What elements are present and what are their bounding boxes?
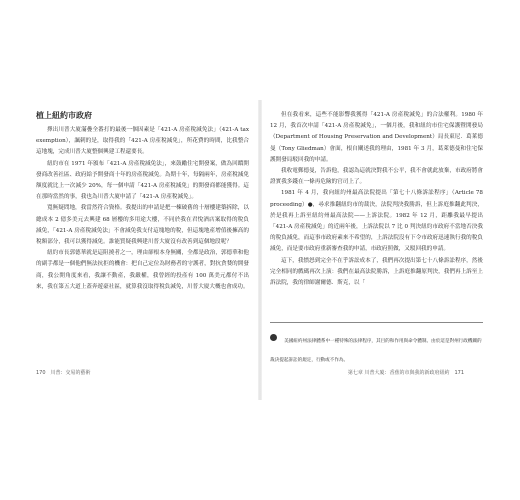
right-paragraph-1: 但在我看來，這些不能影響我獲得「421-A 房產稅減免」的合法權利。1980 年 12 月，我首次申請「421-A 房產稅減免」，一個月後，我和紐約市住宅保護暨開發局（Department of Housing Preservation and Development）局長東尼．葛萊德曼（Tony Gliedman）會面，根自闡述我的理由，1981 年 3 月，葛萊德曼和住宅保護開發局駁回我的申請。 [270,112,483,163]
left-paragraph-3: 寬無疑問地，我當然符合資格。我提出的申請是把一棟破舊的十層樓建築拆除，以總成本 2 億多美元去興建 68 層樓的多用途大樓，不同於我在君悅酒店案取得的稅負減免，「421-A 房產稅減免法」不會減免我支付這塊地的稅，但這塊地產增值後擁高的稅額部分，我可以獲得減免。誰能質疑我興建川普大廈沒有改善到這個地段呢？ [36,205,249,246]
left-page-footer: 170 川普：交易的藝術 [36,370,91,376]
section-heading: 植上紐約市政府 [36,110,92,120]
left-paragraph-2: 紐約市在 1971 年頒布「421-A 房產稅減免法」，來鼓勵住宅開發案，做為回饋開發商改善社區、政府給予開發商十年的房產稅減免。為期十年，每隔兩年，房產稅減免額度就比上一次減少 20%，每一個申請「421-A 房產稅減免」的開發商都能獲得。這在那時當然的事，我也為川普大廈申請了「421-A 房產稅減免」。 [36,160,249,201]
right-paragraph-2: 我收電郵德曼，告訴他，我認為這就決對我不公平，我不會就此放棄，市政府將會證實我多錢在一條再危險的官司上了。 [270,168,483,186]
footnote-bullet-icon [270,334,277,341]
left-page [36,110,249,390]
left-paragraph-4: 紐約市長郭德華就是這阻撓者之一，理由卻根本身無關，全都是政治，郭德華和他的副手都是一個他們無法抗拒的機會：把自己定位為財務者的守護者，對抗貪婪的開發商，我公開角度來看，我讓不動產，我嚴權，我曾經的投產有 100 萬美元都付不出來，我在第五大道上蓋奔遊豪社區，就算我沒取得稅負減免，川普大廈大概也會成功。 [36,250,249,290]
left-paragraph-1: 擇出川普大廈滿疊全番打的最後一個因素是「421-A 房產稅減免法」（421-A tax exemption），諷刺的是，取得我的「421-A 房產稅減免」，所花費的時間，比我整合這地塊，完成川普大廈整個興建工程還要長。 [36,127,249,156]
right-paragraph-3: 1981 年 4 月，我向紐約州最高法院提出「第七十八條訴訟程序」（Article 78 proceeding）●，尋求推翻紐約市的裁決，法院判決我勝訴，但上訴庭推翻此判決，於是我再上訴至紐約州最高法院——上訴法院。1982 年 12 月，距離我最早提出「421-A 房產稅減免」的近兩年後，上訴法院以 7 比 0 判決紐約市政府不當地否決我的稅負減免，而這事市政府素來不希望的，上訴法院沒有下令市政府迅速執行我的稅負減免，而是要市政府重新審查我的申請，市政府照做，又駁回我的申請。 [270,190,483,253]
book-gutter [258,100,262,400]
right-page-footer: 第七章 川普大廈：香蕉的市與我的新政府紐約 171 [347,370,464,376]
footnote [270,322,483,365]
right-paragraph-4: 這下，我憤怒到完全不在乎訴訟成本了，我們再次提出第七十八條訴訟程序，然後完全相同的戲碼再次上演：我們在最高法院勝訴，上訴庭推翻原判決，我們再上訴至上訴法院，我的律師謝爾德．斯克，以「 [270,257,483,287]
footnote-text: 美國紐約州法律體系中一種特殊的法律程序，其目的和作用與命令體制。由於這是對州行政機關的裁決提起訴訟的規定，行動或不作為。 [270,339,482,363]
